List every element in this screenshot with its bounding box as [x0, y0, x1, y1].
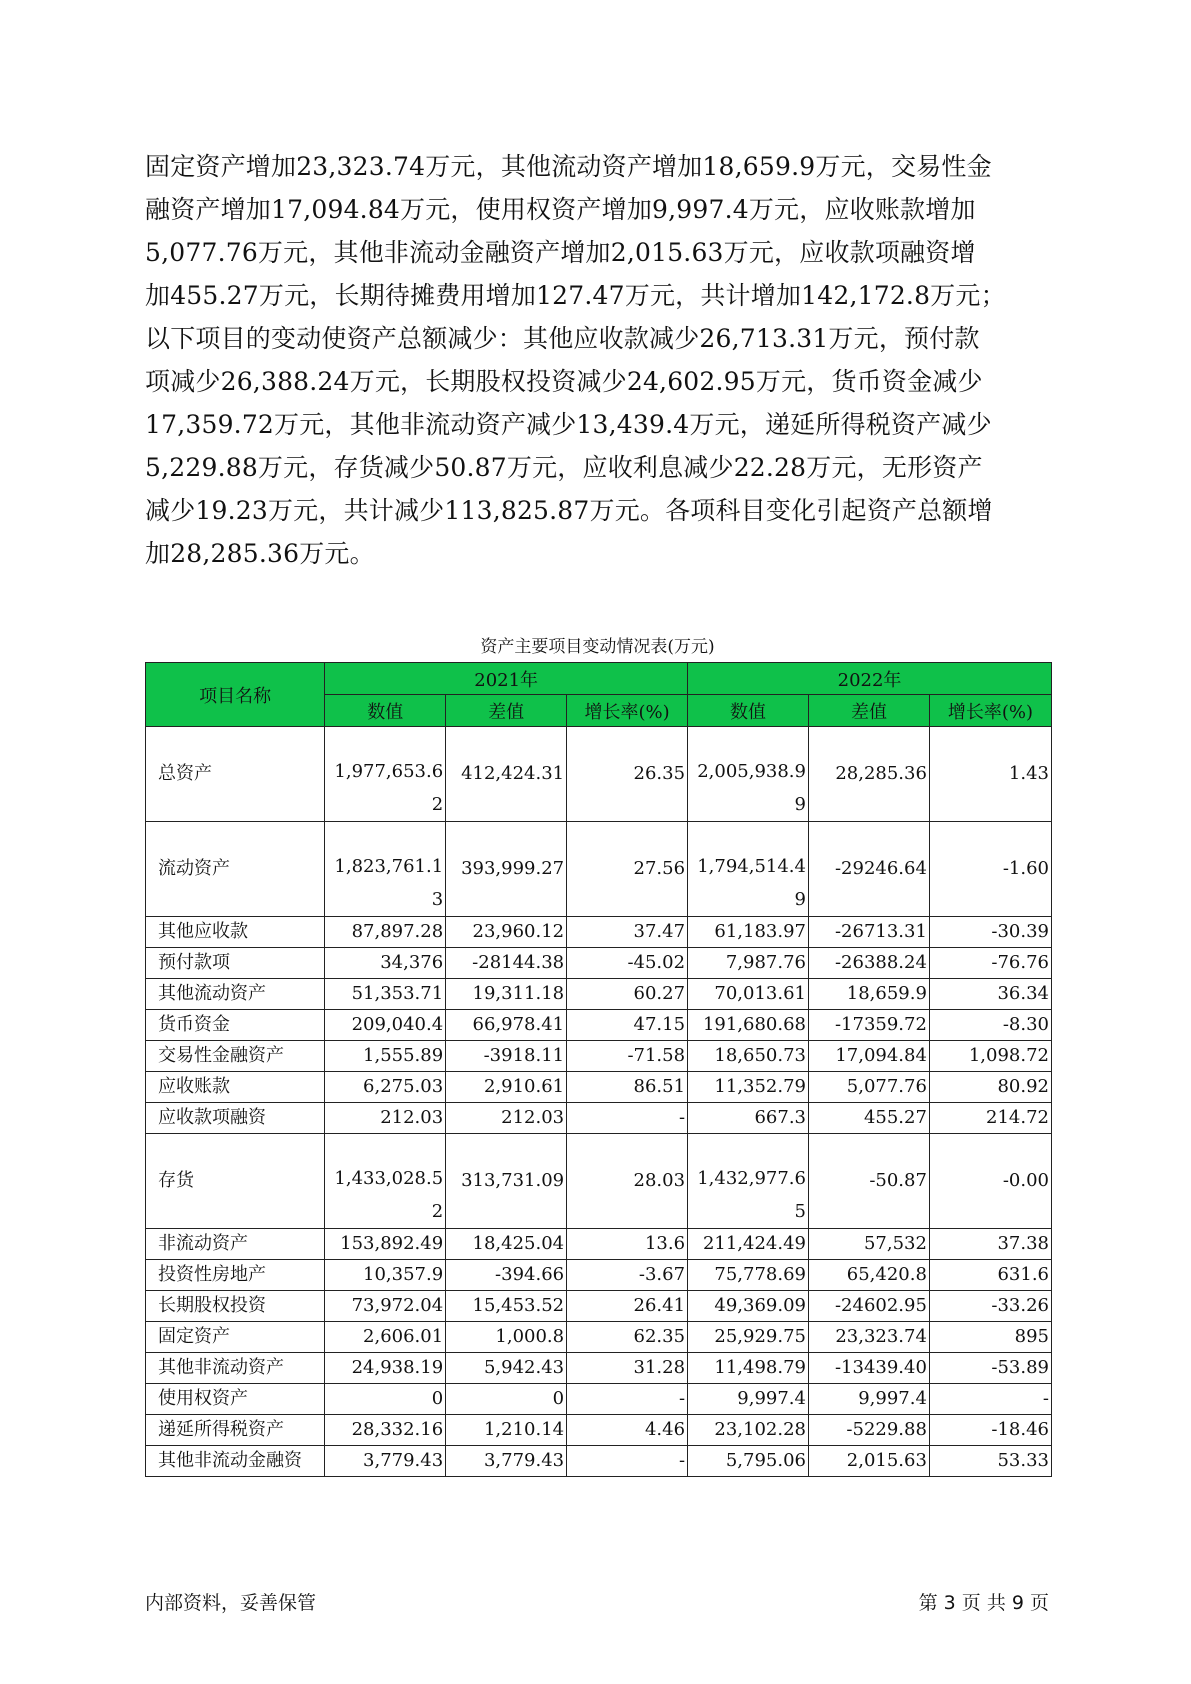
table-cell: 13.6	[567, 1229, 688, 1260]
table-cell: 667.3	[688, 1103, 809, 1134]
year-2022-header: 2022年	[688, 663, 1052, 695]
table-cell: 57,532	[809, 1229, 930, 1260]
table-cell: 1,794,514.49	[688, 822, 809, 917]
table-row	[146, 822, 1052, 917]
sub-header-cell: 数值	[325, 695, 446, 727]
table-cell: 2,910.61	[446, 1072, 567, 1103]
table-row	[146, 1446, 1052, 1477]
row-item-name: 存货	[146, 1134, 325, 1229]
table-row	[146, 1291, 1052, 1322]
table-cell: 28,332.16	[325, 1415, 446, 1446]
table-cell: 211,424.49	[688, 1229, 809, 1260]
table-cell: 11,498.79	[688, 1353, 809, 1384]
table-cell: 11,352.79	[688, 1072, 809, 1103]
table-row	[146, 1260, 1052, 1291]
paragraph-line: 固定资产增加23,323.74万元，其他流动资产增加18,659.9万元，交易性金	[145, 152, 992, 181]
table-cell: 19,311.18	[446, 979, 567, 1010]
table-cell: -3918.11	[446, 1041, 567, 1072]
table-cell: 2,005,938.99	[688, 727, 809, 822]
table-cell: 23,102.28	[688, 1415, 809, 1446]
table-cell: -50.87	[809, 1134, 930, 1229]
sub-header-cell: 增长率(%)	[929, 695, 1051, 727]
table-cell: 3,779.43	[446, 1446, 567, 1477]
table-cell: -5229.88	[809, 1415, 930, 1446]
year-2021-header: 2021年	[325, 663, 688, 695]
table-cell: 191,680.68	[688, 1010, 809, 1041]
table-cell: 1.43	[929, 727, 1051, 822]
table-cell: 209,040.4	[325, 1010, 446, 1041]
footer-confidential-note: 内部资料，妥善保管	[145, 1592, 317, 1614]
table-cell: 28,285.36	[809, 727, 930, 822]
table-cell: 28.03	[567, 1134, 688, 1229]
table-cell: 15,453.52	[446, 1291, 567, 1322]
table-cell: -	[567, 1446, 688, 1477]
sub-header-cell: 数值	[688, 695, 809, 727]
row-item-name: 其他非流动金融资	[146, 1446, 325, 1477]
table-cell: 36.34	[929, 979, 1051, 1010]
table-cell: 34,376	[325, 948, 446, 979]
sub-header-cell: 差值	[446, 695, 567, 727]
row-item-name: 流动资产	[146, 822, 325, 917]
table-cell: 73,972.04	[325, 1291, 446, 1322]
row-item-name: 其他流动资产	[146, 979, 325, 1010]
table-cell: 6,275.03	[325, 1072, 446, 1103]
footer-page-number: 第 3 页 共 9 页	[918, 1592, 1049, 1614]
table-cell: -8.30	[929, 1010, 1051, 1041]
paragraph-line: 融资产增加17,094.84万元，使用权资产增加9,997.4万元，应收账款增加	[145, 195, 976, 224]
row-item-name: 交易性金融资产	[146, 1041, 325, 1072]
paragraph-line: 以下项目的变动使资产总额减少：其他应收款减少26,713.31万元，预付款	[145, 324, 980, 353]
table-cell: 53.33	[929, 1446, 1051, 1477]
table-cell: 65,420.8	[809, 1260, 930, 1291]
table-cell: 0	[325, 1384, 446, 1415]
table-cell: 1,098.72	[929, 1041, 1051, 1072]
table-cell: 17,094.84	[809, 1041, 930, 1072]
table-cell: 5,942.43	[446, 1353, 567, 1384]
table-cell: 1,432,977.65	[688, 1134, 809, 1229]
row-item-name: 长期股权投资	[146, 1291, 325, 1322]
table-cell: 37.38	[929, 1229, 1051, 1260]
table-cell: 5,795.06	[688, 1446, 809, 1477]
row-item-name: 总资产	[146, 727, 325, 822]
table-cell: 70,013.61	[688, 979, 809, 1010]
table-row	[146, 1415, 1052, 1446]
paragraph-line: 项减少26,388.24万元，长期股权投资减少24,602.95万元，货币资金减少	[145, 367, 983, 396]
table-cell: -24602.95	[809, 1291, 930, 1322]
table-cell: 18,425.04	[446, 1229, 567, 1260]
table-row	[146, 1322, 1052, 1353]
table-row	[146, 1134, 1052, 1229]
table-cell: 1,210.14	[446, 1415, 567, 1446]
table-cell: 18,659.9	[809, 979, 930, 1010]
table-cell: 212.03	[325, 1103, 446, 1134]
table-cell: 1,977,653.62	[325, 727, 446, 822]
table-cell: 212.03	[446, 1103, 567, 1134]
table-cell: 80.92	[929, 1072, 1051, 1103]
table-cell: -33.26	[929, 1291, 1051, 1322]
asset-change-table	[145, 662, 1052, 1477]
paragraph-line: 5,229.88万元，存货减少50.87万元，应收利息减少22.28万元，无形资产	[145, 453, 983, 482]
table-cell: 0	[446, 1384, 567, 1415]
table-row	[146, 1229, 1052, 1260]
paragraph-line: 加28,285.36万元。	[145, 539, 375, 568]
table-cell: -17359.72	[809, 1010, 930, 1041]
table-cell: 1,823,761.13	[325, 822, 446, 917]
paragraph-line: 17,359.72万元，其他非流动资产减少13,439.4万元，递延所得税资产减少	[145, 410, 992, 439]
row-item-name: 非流动资产	[146, 1229, 325, 1260]
table-cell: 75,778.69	[688, 1260, 809, 1291]
table-cell: 5,077.76	[809, 1072, 930, 1103]
table-cell: 37.47	[567, 917, 688, 948]
table-cell: 631.6	[929, 1260, 1051, 1291]
table-row	[146, 1041, 1052, 1072]
table-cell: 3,779.43	[325, 1446, 446, 1477]
table-cell: 25,929.75	[688, 1322, 809, 1353]
table-cell: 87,897.28	[325, 917, 446, 948]
table-cell: -28144.38	[446, 948, 567, 979]
paragraph-line: 5,077.76万元，其他非流动金融资产增加2,015.63万元，应收款项融资增	[145, 238, 976, 267]
row-item-name: 其他应收款	[146, 917, 325, 948]
table-cell: 1,433,028.52	[325, 1134, 446, 1229]
table-cell: -	[567, 1103, 688, 1134]
table-cell: -394.66	[446, 1260, 567, 1291]
body-paragraph	[145, 145, 1050, 575]
table-cell: 62.35	[567, 1322, 688, 1353]
table-row	[146, 1384, 1052, 1415]
table-cell: -30.39	[929, 917, 1051, 948]
table-cell: -18.46	[929, 1415, 1051, 1446]
table-cell: -0.00	[929, 1134, 1051, 1229]
table-cell: -26388.24	[809, 948, 930, 979]
row-item-name: 使用权资产	[146, 1384, 325, 1415]
row-item-name: 应收账款	[146, 1072, 325, 1103]
table-row	[146, 917, 1052, 948]
table-cell: 10,357.9	[325, 1260, 446, 1291]
table-row	[146, 979, 1052, 1010]
table-cell: 66,978.41	[446, 1010, 567, 1041]
table-cell: 7,987.76	[688, 948, 809, 979]
table-row	[146, 948, 1052, 979]
table-cell: 9,997.4	[688, 1384, 809, 1415]
item-name-header: 项目名称	[146, 663, 325, 727]
table-cell: 60.27	[567, 979, 688, 1010]
table-cell: 9,997.4	[809, 1384, 930, 1415]
table-cell: 895	[929, 1322, 1051, 1353]
table-cell: -53.89	[929, 1353, 1051, 1384]
row-item-name: 固定资产	[146, 1322, 325, 1353]
paragraph-line: 加455.27万元，长期待摊费用增加127.47万元，共计增加142,172.8万元；	[145, 281, 1006, 310]
table-cell: 23,960.12	[446, 917, 567, 948]
table-cell: 27.56	[567, 822, 688, 917]
table-cell: 153,892.49	[325, 1229, 446, 1260]
sub-header-cell: 差值	[809, 695, 930, 727]
table-cell: 4.46	[567, 1415, 688, 1446]
table-row	[146, 1103, 1052, 1134]
table-row	[146, 1010, 1052, 1041]
table-cell: 2,015.63	[809, 1446, 930, 1477]
table-cell: 86.51	[567, 1072, 688, 1103]
paragraph-line: 减少19.23万元，共计减少113,825.87万元。各项科目变化引起资产总额增	[145, 496, 993, 525]
row-item-name: 其他非流动资产	[146, 1353, 325, 1384]
table-cell: 214.72	[929, 1103, 1051, 1134]
table-cell: 49,369.09	[688, 1291, 809, 1322]
table-cell: 51,353.71	[325, 979, 446, 1010]
table-cell: -29246.64	[809, 822, 930, 917]
table-cell: 455.27	[809, 1103, 930, 1134]
row-item-name: 投资性房地产	[146, 1260, 325, 1291]
table-cell: 23,323.74	[809, 1322, 930, 1353]
table-cell: -	[567, 1384, 688, 1415]
table-cell: 26.41	[567, 1291, 688, 1322]
table-cell: 313,731.09	[446, 1134, 567, 1229]
table-cell: 31.28	[567, 1353, 688, 1384]
table-cell: -13439.40	[809, 1353, 930, 1384]
table-row	[146, 1353, 1052, 1384]
table-cell: 412,424.31	[446, 727, 567, 822]
sub-header-cell: 增长率(%)	[567, 695, 688, 727]
table-cell: -26713.31	[809, 917, 930, 948]
table-cell: 47.15	[567, 1010, 688, 1041]
table-cell: 61,183.97	[688, 917, 809, 948]
table-cell: -76.76	[929, 948, 1051, 979]
table-cell: 24,938.19	[325, 1353, 446, 1384]
table-row	[146, 727, 1052, 822]
table-cell: -45.02	[567, 948, 688, 979]
table-caption: 资产主要项目变动情况表(万元)	[480, 637, 715, 657]
row-item-name: 应收款项融资	[146, 1103, 325, 1134]
row-item-name: 递延所得税资产	[146, 1415, 325, 1446]
table-row	[146, 1072, 1052, 1103]
table-cell: 18,650.73	[688, 1041, 809, 1072]
table-cell: 1,555.89	[325, 1041, 446, 1072]
table-cell: -	[929, 1384, 1051, 1415]
row-item-name: 预付款项	[146, 948, 325, 979]
table-cell: 2,606.01	[325, 1322, 446, 1353]
table-cell: 26.35	[567, 727, 688, 822]
table-cell: -1.60	[929, 822, 1051, 917]
table-cell: -3.67	[567, 1260, 688, 1291]
table-cell: 1,000.8	[446, 1322, 567, 1353]
table-cell: -71.58	[567, 1041, 688, 1072]
row-item-name: 货币资金	[146, 1010, 325, 1041]
table-cell: 393,999.27	[446, 822, 567, 917]
